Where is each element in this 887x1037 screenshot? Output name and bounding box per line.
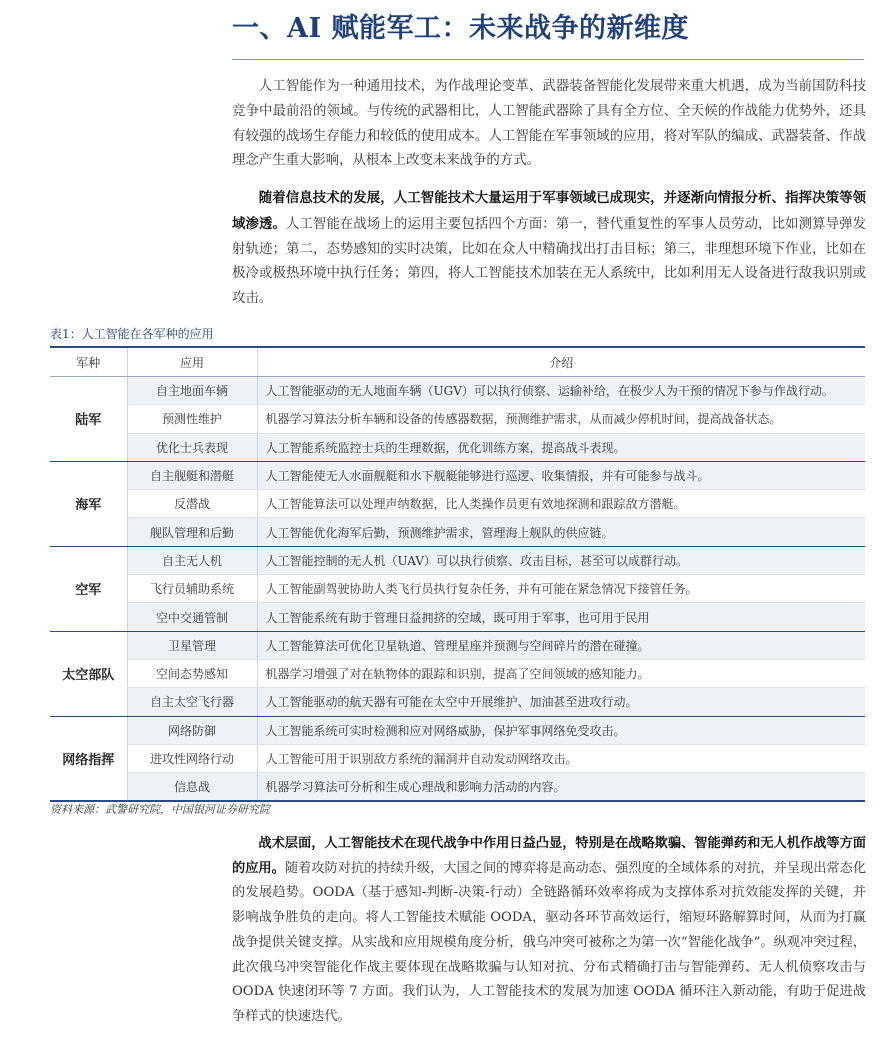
introduction-cell: 机器学习增强了对在轨物体的跟踪和识别，提高了空间领域的感知能力。 — [257, 659, 865, 687]
introduction-cell: 人工智能驱动的航天器有可能在太空中开展维护、加油甚至进攻行动。 — [257, 688, 865, 716]
table-row — [50, 659, 865, 687]
branch-cell: 陆军 — [50, 377, 127, 462]
applications-table — [50, 346, 865, 802]
application-cell: 预测性维护 — [127, 405, 257, 433]
application-cell: 优化士兵表现 — [127, 433, 257, 461]
application-cell: 舰队管理和后勤 — [127, 518, 257, 546]
application-cell: 飞行员辅助系统 — [127, 575, 257, 603]
application-cell: 空中交通管制 — [127, 603, 257, 631]
paragraph-tactics-text: 随着攻防对抗的持续升级，大国之间的博弈将是高动态、强烈度的全域体系的对抗，并呈现出常态化的发展趋势。OODA（基于感知-判断-决策-行动）全链路循环效率将成为支撑体系对抗效能发挥的关键，并影响战争胜负的走向。将人工智能技术赋能 OODA，驱动各环节高效运行，缩短环路解算时间，从而为打赢战争提供关键支撑。从实战和应用规模角度分析，俄乌冲突可被称之为第一次“智能化战争”。纵观冲突过程，此次俄乌冲突智能化作战主要体现在战略欺骗与认知对抗、分布式精确打击与智能弹药、无人机侦察攻击与 OODA 快速闭环等 7 方面。我们认为，人工智能技术的发展为加速 OODA 循环注入新动能，有助于促进战争样式的快速迭代。 — [232, 860, 867, 1024]
table-row — [50, 490, 865, 518]
introduction-cell: 人工智能系统可实时检测和应对网络威胁，保护军事网络免受攻击。 — [257, 716, 865, 744]
introduction-cell: 人工智能系统监控士兵的生理数据，优化训练方案，提高战斗表现。 — [257, 433, 865, 461]
source-note: 资料来源：武警研究院，中国银河证券研究院 — [50, 803, 270, 816]
title-divider — [232, 59, 864, 60]
application-cell: 自主舰艇和潜艇 — [127, 461, 257, 489]
introduction-cell: 人工智能系统有助于管理日益拥挤的空域，既可用于军事，也可用于民用 — [257, 603, 865, 631]
branch-cell: 网络指挥 — [50, 716, 127, 801]
introduction-cell: 人工智能算法可优化卫星轨道、管理星座并预测与空间碎片的潜在碰撞。 — [257, 631, 865, 659]
introduction-cell: 人工智能算法可以处理声纳数据，比人类操作员更有效地探测和跟踪敌方潜艇。 — [257, 490, 865, 518]
paragraph-applications-text: 人工智能在战场上的运用主要包括四个方面：第一，替代重复性的军事人员劳动，比如测算导弹发射轨迹；第二，态势感知的实时决策，比如在众人中精确找出打击目标；第三，非理想环境下作业，比如在极冷或极热环境中执行任务；第四，将人工智能技术加装在无人系统中，比如利用无人设备进行敌我识别或攻击。 — [232, 216, 866, 307]
introduction-cell: 人工智能控制的无人机（UAV）可以执行侦察、攻击目标，甚至可以成群行动。 — [257, 546, 865, 574]
branch-cell: 海军 — [50, 461, 127, 546]
table-row — [50, 603, 865, 631]
application-cell: 信息战 — [127, 773, 257, 802]
table-row — [50, 575, 865, 603]
introduction-cell: 人工智能可用于识别敌方系统的漏洞并自动发动网络攻击。 — [257, 744, 865, 772]
branch-cell: 太空部队 — [50, 631, 127, 716]
introduction-cell: 人工智能优化海军后勤，预测维护需求，管理海上舰队的供应链。 — [257, 518, 865, 546]
application-cell: 反潜战 — [127, 490, 257, 518]
application-cell: 网络防御 — [127, 716, 257, 744]
table-row — [50, 716, 865, 744]
table-caption: 表1：人工智能在各军种的应用 — [50, 327, 214, 341]
table-row — [50, 405, 865, 433]
application-cell: 自主无人机 — [127, 546, 257, 574]
application-cell: 自主太空飞行器 — [127, 688, 257, 716]
table-row — [50, 377, 865, 405]
table-row — [50, 518, 865, 546]
paragraph-tactics — [232, 832, 866, 1030]
application-cell: 空间态势感知 — [127, 659, 257, 687]
header-branch: 军种 — [50, 347, 127, 377]
table-row — [50, 433, 865, 461]
introduction-cell: 机器学习算法分析车辆和设备的传感器数据，预测维护需求，从而减少停机时间，提高战备状态。 — [257, 405, 865, 433]
introduction-cell: 机器学习算法可分析和生成心理战和影响力活动的内容。 — [257, 773, 865, 802]
introduction-cell: 人工智能使无人水面舰艇和水下舰艇能够进行巡逻、收集情报，并有可能参与战斗。 — [257, 461, 865, 489]
table-row — [50, 744, 865, 772]
page-title: 一、AI 赋能军工：未来战争的新维度 — [232, 13, 689, 44]
table-row — [50, 546, 865, 574]
introduction-cell: 人工智能副驾驶协助人类飞行员执行复杂任务，并有可能在紧急情况下接管任务。 — [257, 575, 865, 603]
branch-cell: 空军 — [50, 546, 127, 631]
application-cell: 卫星管理 — [127, 631, 257, 659]
application-cell: 进攻性网络行动 — [127, 744, 257, 772]
table-row — [50, 631, 865, 659]
paragraph-applications-bold: 随着信息技术的发展，人工智能技术大量运用于军事领域已成现实，并逐渐向情报分析、指挥决策等领域渗透。 — [232, 190, 866, 232]
table-row — [50, 461, 865, 489]
application-cell: 自主地面车辆 — [127, 377, 257, 405]
paragraph-applications — [232, 186, 866, 312]
introduction-cell: 人工智能驱动的无人地面车辆（UGV）可以执行侦察、运输补给，在极少人为干预的情况下参与作战行动。 — [257, 377, 865, 405]
table-header-row — [50, 347, 865, 377]
table-row — [50, 773, 865, 802]
header-introduction: 介绍 — [257, 347, 865, 377]
table-row — [50, 688, 865, 716]
paragraph-tactics-bold: 战术层面，人工智能技术在现代战争中作用日益凸显，特别是在战略欺骗、智能弹药和无人机作战等方面的应用。 — [232, 836, 866, 876]
paragraph-intro: 人工智能作为一种通用技术，为作战理论变革、武器装备智能化发展带来重大机遇，成为当前国防科技竞争中最前沿的领域。与传统的武器相比，人工智能武器除了具有全方位、全天候的作战能力优势外，还具有较强的战场生存能力和较低的使用成本。人工智能在军事领域的应用，将对军队的编成、武器装备、作战理念产生重大影响，从根本上改变未来战争的方式。 — [232, 79, 866, 169]
header-application: 应用 — [127, 347, 257, 377]
